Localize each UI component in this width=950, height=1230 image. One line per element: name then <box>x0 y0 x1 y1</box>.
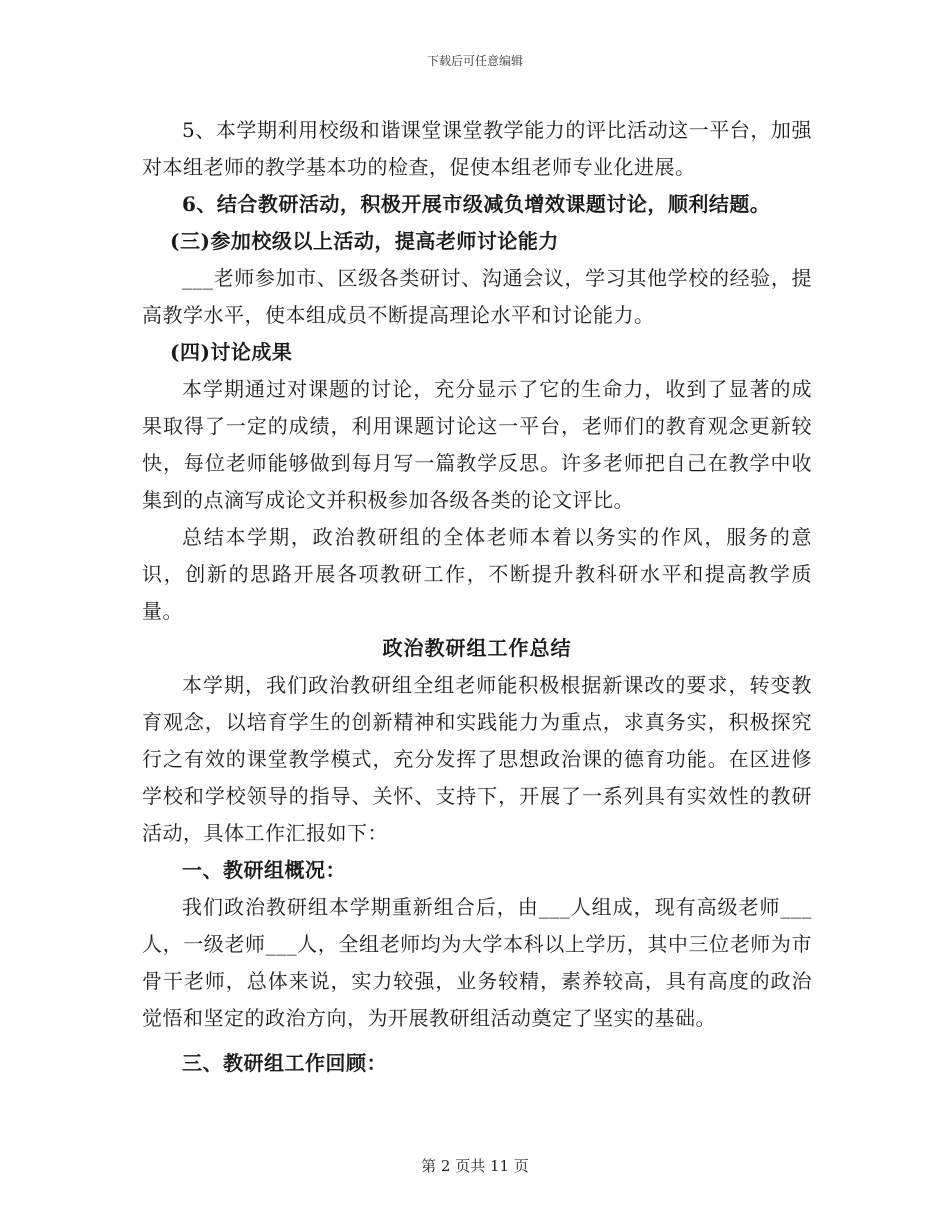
spacer <box>142 1037 812 1045</box>
paragraph-section-3: ___老师参加市、区级各类研讨、沟通会议，学习其他学校的经验，提高教学水平，使本组成员不断提高理论水平和讨论能力。 <box>142 266 812 327</box>
paragraph-section-4: 本学期通过对课题的讨论，充分显示了它的生命力，收到了显著的成果取得了一定的成绩，利用课题讨论这一平台，老师们的教育观念更新较快，每位老师能够做到每月写一篇教学反思。许多老师把自己在教学中收集到的点滴写成论文并积极参加各级各类的论文评比。 <box>142 377 812 512</box>
heading-section-3: (三)参加校级以上活动，提高老师讨论能力 <box>170 229 559 253</box>
heading-overview: 一、教研组概况： <box>182 858 346 882</box>
document-body <box>142 112 812 1082</box>
paragraph-overview: 我们政治教研组本学期重新组合后，由___人组成，现有高级老师___人，一级老师___人，全组老师均为大学本科以上学历，其中三位老师为市骨干老师，总体来说，实力较强，业务较精，素养较高，具有高度的政治觉悟和坚定的政治方向，为开展教研组活动奠定了坚实的基础。 <box>142 895 812 1030</box>
paragraph-item-5: 5、本学期利用校级和谐课堂课堂教学能力的评比活动这一平台，加强对本组老师的教学基本功的检查，促使本组老师专业化进展。 <box>142 118 812 179</box>
heading-review: 三、教研组工作回顾： <box>182 1051 387 1075</box>
paragraph-intro: 本学期，我们政治教研组全组老师能积极根据新课改的要求，转变教育观念，以培育学生的创新精神和实践能力为重点，求真务实，积极探究行之有效的课堂教学模式，充分发挥了思想政治课的德育功能。在区进修学校和学校领导的指导、关怀、支持下，开展了一系列具有实效性的教研活动，具体工作汇报如下： <box>142 673 812 845</box>
page-header: 下载后可任意编辑 <box>426 54 523 68</box>
section-title: 政治教研组工作总结 <box>382 636 572 660</box>
page-footer: 第 2 页共 11 页 <box>421 1157 529 1175</box>
heading-section-4: (四)讨论成果 <box>170 340 293 364</box>
paragraph-summary: 总结本学期，政治教研组的全体老师本着以务实的作风，服务的意识，创新的思路开展各项教研工作，不断提升教科研水平和提高教学质量。 <box>142 525 812 623</box>
paragraph-item-6: 6、结合教研活动，积极开展市级减负增效课题讨论，顺利结题。 <box>182 192 771 216</box>
